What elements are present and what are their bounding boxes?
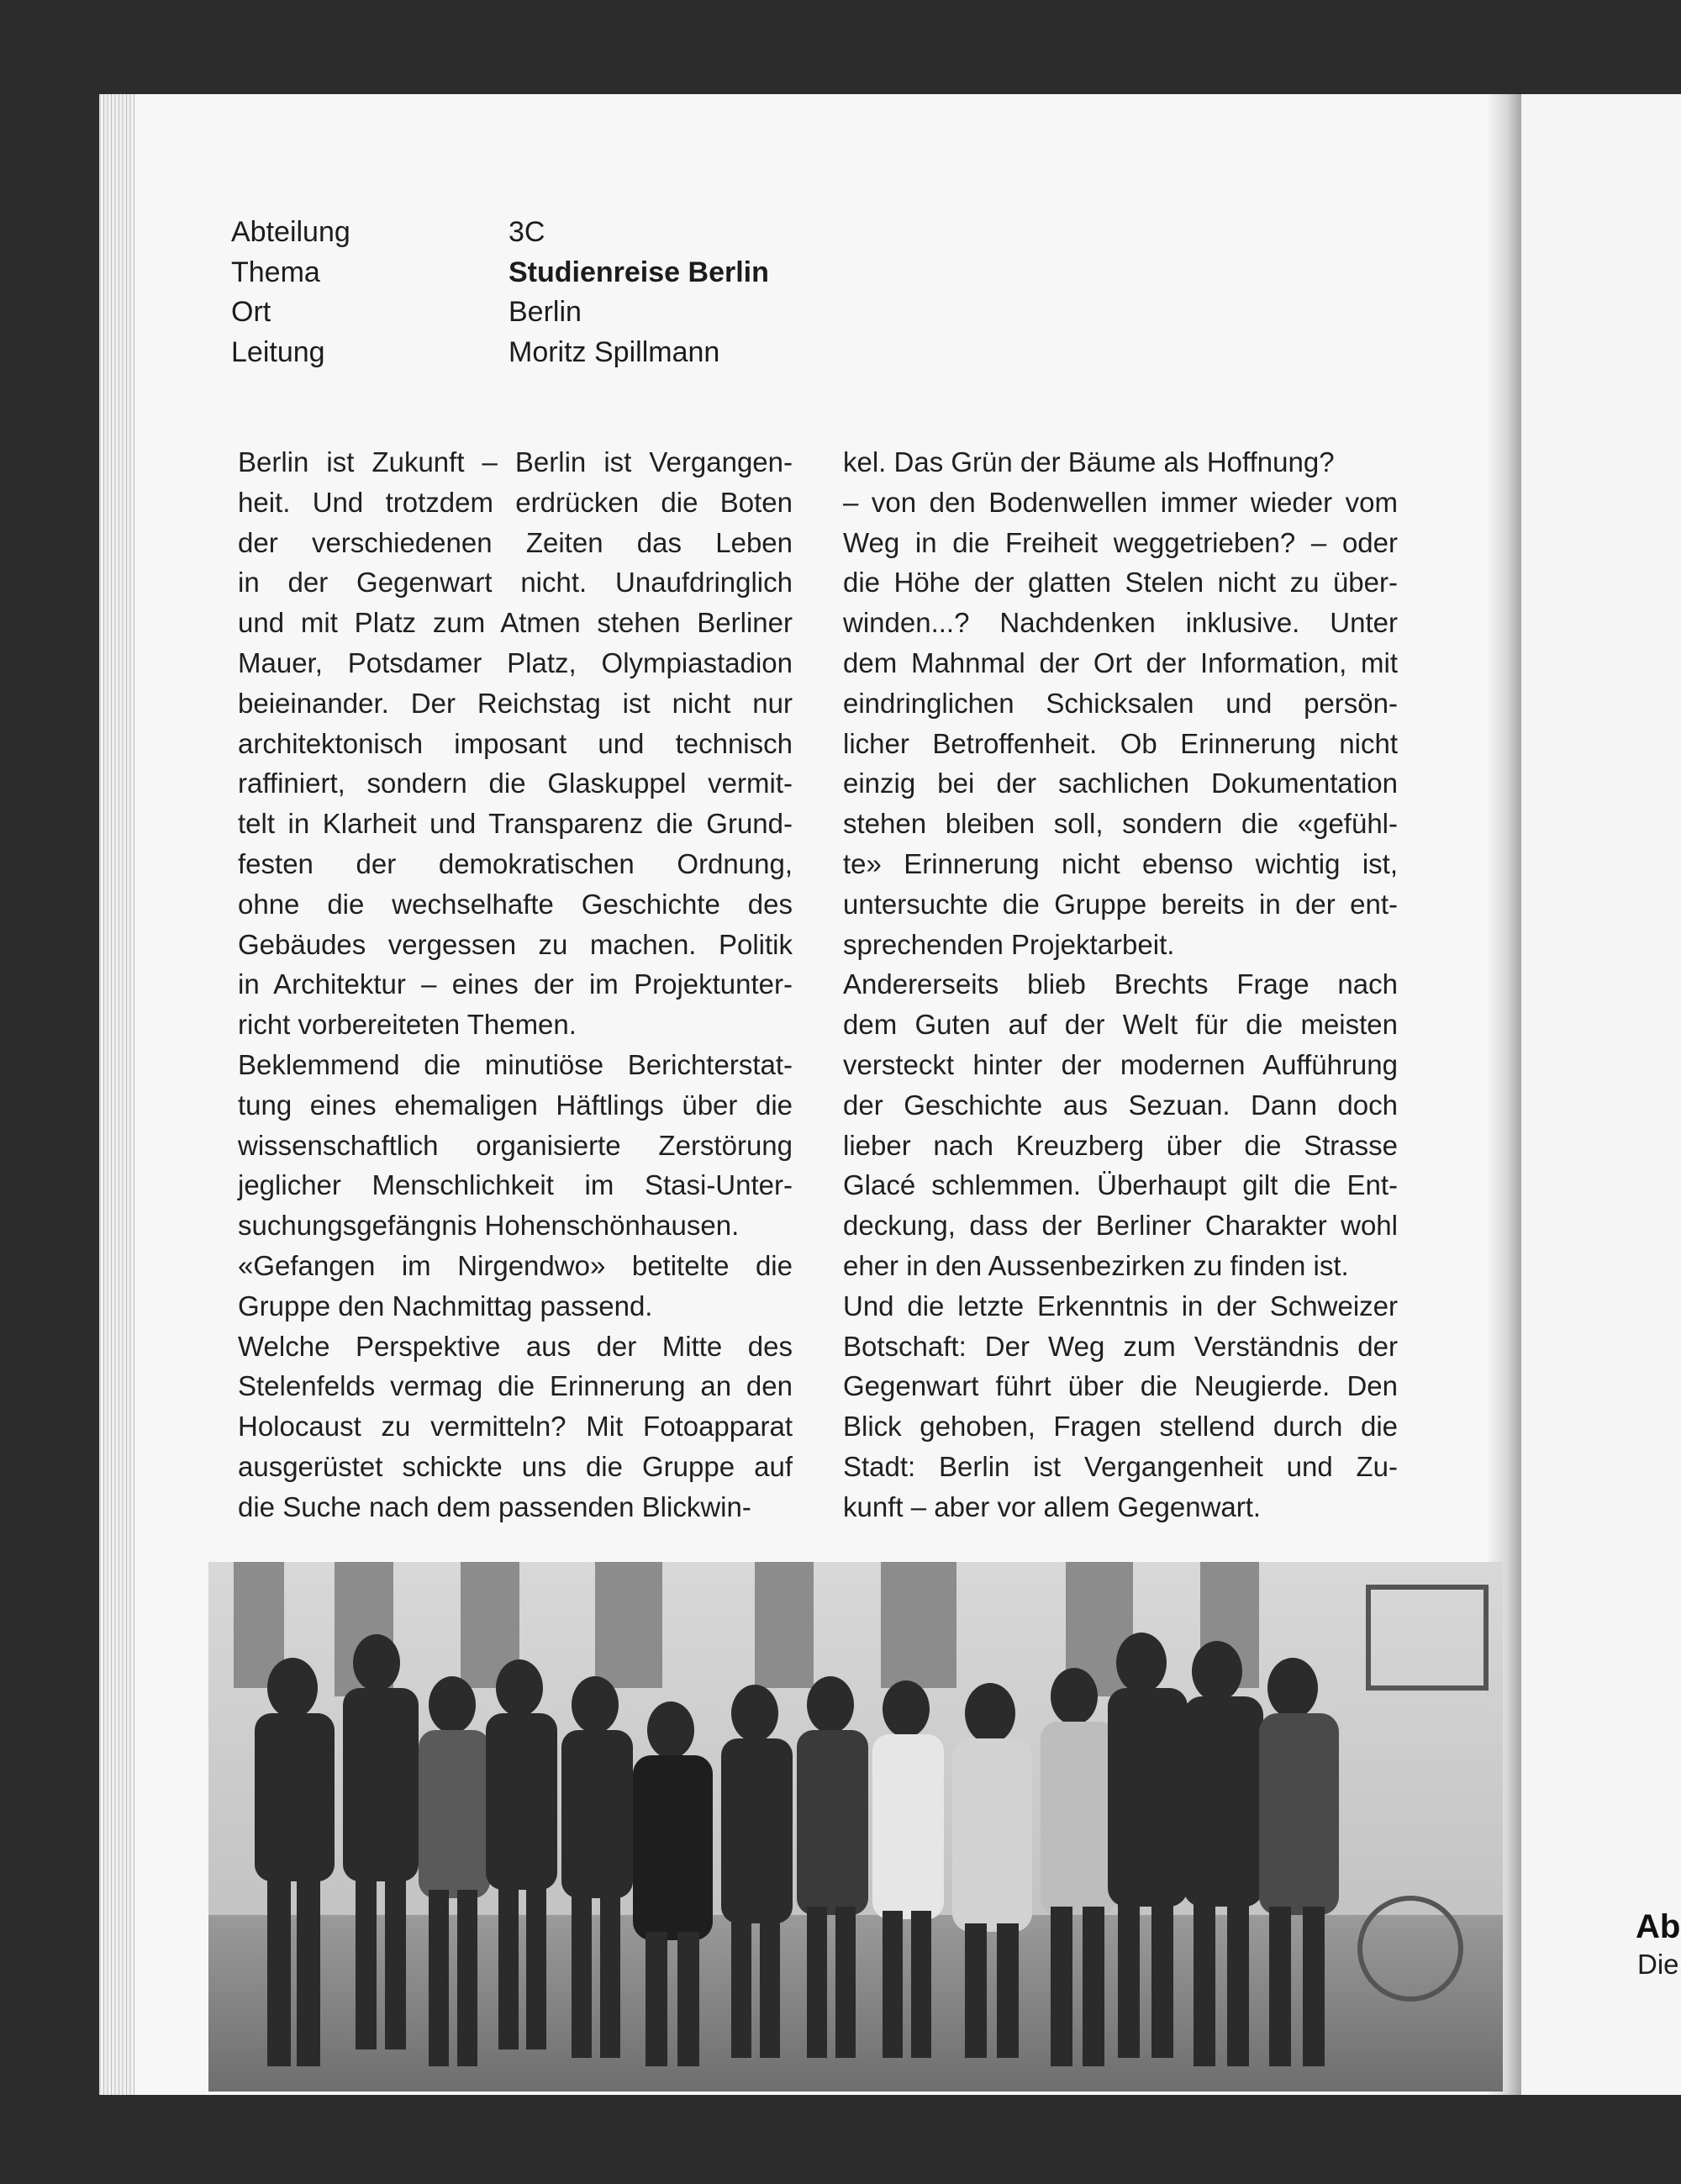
article-line: die Höhe der glatten Stelen nicht zu über- <box>843 567 1398 599</box>
article-line: Gegenwart führt über die Neugierde. Den <box>843 1370 1398 1402</box>
meta-row-thema <box>231 253 769 293</box>
article-line: Mauer, Potsdamer Platz, Olympiastadion <box>238 646 793 678</box>
meta-label: Thema <box>231 256 320 288</box>
article-meta <box>231 213 769 372</box>
article-line: tung eines ehemaligen Häftlings über die <box>238 1089 793 1121</box>
meta-label: Ort <box>231 296 271 328</box>
meta-row-ort <box>231 293 769 333</box>
article-line: festen der demokratischen Ordnung, <box>238 847 793 879</box>
article-line: Gruppe den Nachmittag passend. <box>238 1290 653 1321</box>
article-line: Blick gehoben, Fragen stellend durch die <box>843 1411 1398 1443</box>
article-line: versteckt hinter der modernen Aufführung <box>843 1048 1398 1080</box>
article-line: der verschiedenen Zeiten das Leben <box>238 526 793 558</box>
article-line: Und die letzte Erkenntnis in der Schweizer <box>843 1290 1398 1321</box>
group-photo <box>208 1562 1503 2092</box>
article-line: ausgerüstet schickte uns die Gruppe auf <box>238 1450 793 1482</box>
article-line: Beklemmend die minutiöse Berichterstat- <box>238 1048 793 1080</box>
article-line: winden...? Nachdenken inklusive. Unter <box>843 607 1398 639</box>
article-line: kunft – aber vor allem Gegenwart. <box>843 1490 1262 1522</box>
article-line: heit. Und trotzdem erdrücken die Boten <box>238 486 793 518</box>
article-line: deckung, dass der Berliner Charakter wohl <box>843 1210 1398 1242</box>
article-line: dem Guten auf der Welt für die meisten <box>843 1009 1398 1041</box>
article-line: dem Mahnmal der Ort der Information, mit <box>843 646 1398 678</box>
article-column-2 <box>843 442 1398 1527</box>
right-page-heading-fragment: Ab <box>1636 1908 1681 1945</box>
article-line: lieber nach Kreuzberg über die Strasse <box>843 1129 1398 1161</box>
article-line: und mit Platz zum Atmen stehen Berliner <box>238 607 793 639</box>
article-line: eher in den Aussenbezirken zu finden ist. <box>843 1249 1349 1281</box>
article-line: Andererseits blieb Brechts Frage nach <box>843 968 1398 1000</box>
article-line: Botschaft: Der Weg zum Verständnis der <box>843 1330 1398 1362</box>
meta-value: 3C <box>509 216 545 248</box>
article-line: – von den Bodenwellen immer wieder vom <box>843 486 1398 518</box>
article-line: in der Gegenwart nicht. Unaufdringlich <box>238 567 793 599</box>
meta-row-abteilung <box>231 213 769 253</box>
right-page <box>1521 94 1681 2095</box>
right-page-last-line: Die <box>1637 1949 1679 1980</box>
article-line: jeglicher Menschlichkeit im Stasi-Unter- <box>238 1169 793 1201</box>
article-line: in Architektur – eines der im Projektunter- <box>238 968 793 1000</box>
article-line: «Gefangen im Nirgendwo» betitelte die <box>238 1249 793 1281</box>
meta-label: Abteilung <box>231 216 350 248</box>
article-line: eindringlichen Schicksalen und persön- <box>843 687 1398 719</box>
article-line: Berlin ist Zukunft – Berlin ist Vergangen- <box>238 446 793 477</box>
article-line: licher Betroffenheit. Ob Erinnerung nicht <box>843 727 1398 759</box>
article-line: Glacé schlemmen. Überhaupt gilt die Ent- <box>843 1169 1398 1201</box>
article-line: suchungsgefängnis Hohenschönhausen. <box>238 1210 740 1242</box>
article-line: wissenschaftlich organisierte Zerstörung <box>238 1129 793 1161</box>
article-line: te» Erinnerung nicht ebenso wichtig ist, <box>843 847 1398 879</box>
article-line: untersuchte die Gruppe bereits in der ent- <box>843 888 1398 920</box>
article-line: sprechenden Projektarbeit. <box>843 928 1175 960</box>
article-line: die Suche nach dem passenden Blickwin- <box>238 1490 751 1522</box>
article-line: Stadt: Berlin ist Vergangenheit und Zu- <box>843 1450 1398 1482</box>
article-line: telt in Klarheit und Transparenz die Grund- <box>238 808 793 840</box>
article-line: Gebäudes vergessen zu machen. Politik <box>238 928 793 960</box>
article-line: beieinander. Der Reichstag ist nicht nur <box>238 687 793 719</box>
article-line: der Geschichte aus Sezuan. Dann doch <box>843 1089 1398 1121</box>
article-line: Welche Perspektive aus der Mitte des <box>238 1330 793 1362</box>
article-line: kel. Das Grün der Bäume als Hoffnung? <box>843 446 1335 477</box>
article-column-1 <box>238 442 793 1527</box>
meta-label: Leitung <box>231 335 325 368</box>
article-line: Weg in die Freiheit weggetrieben? – oder <box>843 526 1398 558</box>
article-line: architektonisch imposant und technisch <box>238 727 793 759</box>
meta-value: Moritz Spillmann <box>509 335 720 368</box>
article-line: stehen bleiben soll, sondern die «gefühl- <box>843 808 1398 840</box>
article-title: Studienreise Berlin <box>509 256 769 288</box>
article-line: richt vorbereiteten Themen. <box>238 1009 577 1041</box>
group-photo-image <box>208 1562 1503 2092</box>
meta-value: Berlin <box>509 296 582 328</box>
article-line: einzig bei der sachlichen Dokumentation <box>843 768 1398 799</box>
article-line: Stelenfelds vermag die Erinnerung an den <box>238 1370 793 1402</box>
article-line: Holocaust zu vermitteln? Mit Fotoapparat <box>238 1411 793 1443</box>
article-line: raffiniert, sondern die Glaskuppel vermit- <box>238 768 793 799</box>
article-line: ohne die wechselhafte Geschichte des <box>238 888 793 920</box>
meta-row-leitung <box>231 333 769 373</box>
